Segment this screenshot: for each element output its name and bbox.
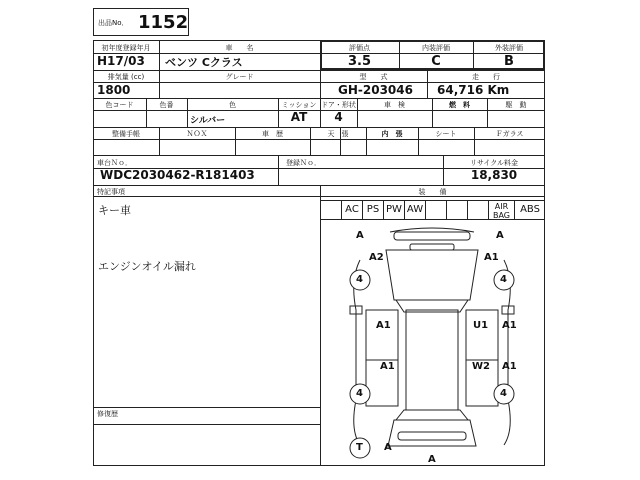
car-name-label: 車 名	[225, 44, 254, 52]
note-line-2: エンジンオイル漏れ	[98, 260, 196, 273]
vin-value: WDC2030462-R181403	[100, 168, 255, 182]
option-pw: PW	[383, 201, 404, 219]
vin-label: 車台Ｎｏ．	[97, 159, 132, 167]
model-code-value: GH-203046	[338, 83, 413, 97]
color-label: 色	[229, 101, 236, 109]
year-label: 初年度登録年月	[101, 44, 151, 52]
glass-label: Ｆガラス	[495, 130, 524, 138]
lot-number-label: 出品No．	[98, 19, 129, 27]
tire-rear-right: 4	[500, 388, 507, 399]
score-value: 3.5	[347, 54, 372, 69]
sunroof-label: 天 張	[327, 130, 349, 138]
option-blank-2	[425, 201, 446, 219]
mark-front-left-corner: A	[356, 230, 364, 241]
mark-front-right-door-b: A1	[502, 320, 517, 331]
fuel-label: 燃 料	[449, 101, 470, 109]
mark-rear-left-door: A1	[380, 361, 395, 372]
exterior-grade-value: B	[504, 54, 514, 69]
option-blank-1	[320, 201, 341, 219]
maintenance-label: 整備手帳	[112, 130, 140, 138]
exterior-grade-label: 外装評価	[495, 44, 523, 52]
nox-label: ＮＯＸ	[186, 130, 208, 138]
recycle-fee-label: リサイクル料金	[469, 159, 519, 167]
option-aw: AW	[404, 201, 425, 219]
note-line-1: キー車	[98, 204, 131, 217]
tire-front-left: 4	[356, 274, 363, 285]
car-name-value: ベンツ Cクラス	[165, 56, 243, 69]
interior-lining-label: 内 張	[381, 130, 403, 138]
model-code-label: 型 式	[359, 73, 388, 81]
year-value: H17/03	[97, 54, 145, 68]
displacement-label: 排気量 (cc)	[107, 73, 145, 81]
mileage-value: 64,716 Km	[437, 83, 510, 97]
option-abs: ABS	[514, 201, 545, 219]
special-notes-label: 特記事項	[97, 188, 125, 196]
grade-label: グレード	[225, 73, 254, 81]
mission-value: AT	[290, 110, 308, 124]
mark-front-right-corner: A	[496, 230, 504, 241]
registration-label: 登録Ｎｏ．	[286, 159, 321, 167]
equipment-grid	[320, 200, 545, 220]
seat-label: シート	[435, 130, 457, 138]
tire-front-right: 4	[500, 274, 507, 285]
trunk-mark: T	[356, 442, 363, 453]
drive-label: 駆 動	[505, 101, 527, 109]
option-ac: AC	[341, 201, 362, 219]
color-code-label: 色コード	[105, 101, 134, 109]
doors-label: ドア・形状	[321, 101, 356, 109]
mileage-label: 走 行	[472, 73, 500, 81]
color-value: シルバー	[190, 116, 226, 126]
interior-grade-value: C	[431, 54, 441, 69]
displacement-value: 1800	[97, 83, 131, 97]
mark-rear-right-door-b: A1	[502, 361, 517, 372]
tire-rear-left: 4	[356, 388, 363, 399]
score-label: 評価点	[349, 44, 370, 52]
option-airbag: AIR BAG	[488, 201, 514, 219]
mark-front-left-fender: A2	[369, 252, 384, 263]
car-damage-diagram	[320, 220, 545, 466]
color-number-label: 色番	[159, 101, 174, 109]
mark-rear-bumper-left: A	[384, 442, 392, 453]
option-blank-4	[467, 201, 488, 219]
lot-number-value: 1152	[138, 12, 189, 33]
history-label: 車 歴	[262, 130, 283, 138]
mark-rear-bumper: A	[428, 454, 436, 465]
lot-number-box	[93, 8, 189, 36]
mark-front-left-door: A1	[376, 320, 391, 331]
inspection-label: 車 検	[384, 101, 405, 109]
mission-label: ミッション	[281, 101, 317, 109]
option-blank-3	[446, 201, 467, 219]
interior-grade-label: 内装評価	[422, 44, 450, 52]
mark-rear-right-door: W2	[472, 361, 490, 372]
equipment-label: 装 備	[418, 188, 447, 196]
option-ps: PS	[362, 201, 383, 219]
mark-front-right-fender: A1	[484, 252, 499, 263]
repair-history-label: 修復歴	[97, 410, 118, 418]
mark-front-right-door: U1	[473, 320, 489, 331]
recycle-fee-value: 18,830	[470, 168, 518, 182]
doors-value: 4	[334, 110, 343, 124]
